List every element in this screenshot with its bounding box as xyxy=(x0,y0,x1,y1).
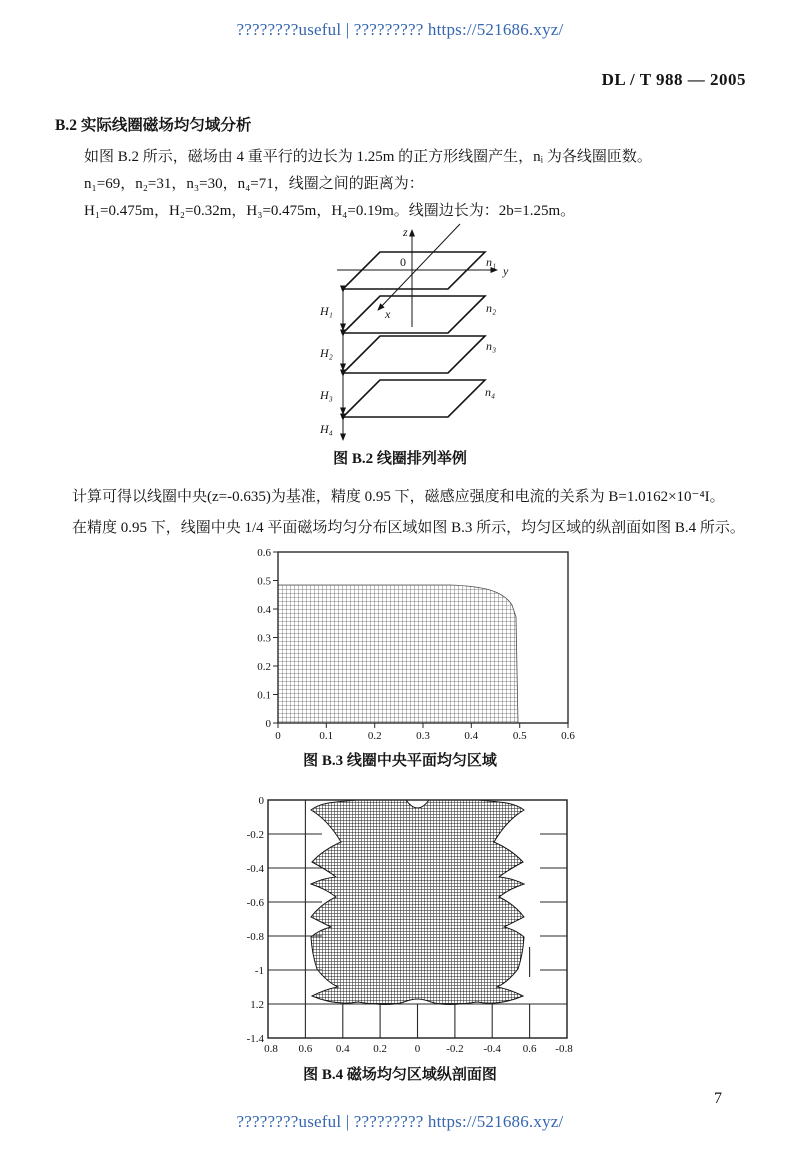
h2-label: H₂ xyxy=(320,346,333,360)
x-tick-label: -0.4 xyxy=(483,1043,501,1055)
x-tick-label: 0 xyxy=(414,1043,421,1055)
h4-label: H₄ xyxy=(320,422,333,436)
y-tick-label: -0.8 xyxy=(246,931,264,943)
watermark-bottom: ????????useful | ????????? https://521686.xyz/ xyxy=(236,1112,564,1131)
figure-b3-caption: 图 B.3 线圈中央平面均匀区域 xyxy=(303,753,497,769)
h3-label: H₃ xyxy=(320,388,333,402)
y-tick-label: 0.6 xyxy=(257,547,271,559)
coil-3-outline xyxy=(343,336,485,373)
watermark-top: ????????useful | ????????? https://521686.xyz/ xyxy=(236,20,564,39)
coil-2-outline xyxy=(343,296,485,333)
origin-label: 0 xyxy=(400,255,406,269)
y-tick-label: 0.4 xyxy=(257,604,271,616)
coil-3-turns-label: n₃ xyxy=(486,339,497,353)
x-tick-label: 0.2 xyxy=(373,1043,387,1055)
figure-b2-coil-diagram xyxy=(300,222,520,447)
x-tick-label: 0.2 xyxy=(367,730,382,742)
x-tick-label: 0.8 xyxy=(264,1043,278,1055)
y-tick-label: -1 xyxy=(254,965,264,977)
standard-code: DL / T 988 — 2005 xyxy=(601,70,746,89)
figure-b2-caption: 图 B.2 线圈排列举例 xyxy=(333,451,467,467)
y-tick-label: 0 xyxy=(258,795,264,807)
y-tick-label: 0.1 xyxy=(257,689,271,702)
h1-label: H₁ xyxy=(320,304,333,318)
y-tick-label: 0.2 xyxy=(257,661,271,673)
x-tick-label: 0.1 xyxy=(319,730,334,742)
x-tick-label: 0.6 xyxy=(522,1043,537,1055)
paragraph-1-line-2: n₁=69，n₂=31，n₃=30，n₄=71，线圈之间的距离为： xyxy=(84,176,424,192)
paragraph-2-line-1: 计算可得以线圈中央(z=-0.635)为基准，精度 0.95 下，磁感应强度和电流的关系为 B=1.0162×10⁻⁴I。 xyxy=(72,489,725,505)
x-axis-line xyxy=(378,224,460,310)
coil-1-turns-label: n₁ xyxy=(486,255,497,269)
y-axis-ticks xyxy=(273,552,278,723)
y-tick-label: -1.4 xyxy=(246,1033,264,1045)
paragraph-2 xyxy=(72,482,752,544)
x-tick-label: 0.4 xyxy=(335,1043,350,1055)
figure-b4-plot xyxy=(238,790,588,1058)
paragraph-1 xyxy=(84,144,748,225)
y-axis-label: y xyxy=(503,264,509,278)
x-tick-label: 0.3 xyxy=(416,730,430,742)
x-tick-label: 0.4 xyxy=(464,730,479,742)
z-axis-label: z xyxy=(403,225,408,239)
x-tick-label: -0.2 xyxy=(446,1043,464,1055)
y-tick-label: 0.3 xyxy=(257,632,271,645)
x-tick-label: -0.8 xyxy=(555,1043,573,1055)
uniform-region-hatched xyxy=(278,585,518,723)
y-tick-label: -0.2 xyxy=(246,829,264,841)
x-axis-ticks xyxy=(278,723,568,728)
y-tick-label: 0.5 xyxy=(257,575,271,588)
y-tick-label: 1.2 xyxy=(250,999,264,1011)
coil-2-turns-label: n₂ xyxy=(486,301,497,315)
figure-b3-plot xyxy=(238,545,588,745)
x-tick-label: 0 xyxy=(275,730,281,742)
section-heading: B.2 实际线圈磁场均匀域分析 xyxy=(55,117,252,134)
paragraph-1-line-1: 如图 B.2 所示，磁场由 4 重平行的边长为 1.25m 的正方形线圈产生，nᵢ 为各线圈匝数。 xyxy=(84,149,652,165)
figure-b4-caption: 图 B.4 磁场均匀区域纵剖面图 xyxy=(303,1067,497,1083)
coil-4-turns-label: n₄ xyxy=(485,385,496,399)
y-tick-label: -0.4 xyxy=(246,863,264,875)
uniform-region-section-hatched xyxy=(311,800,524,1005)
y-tick-label: -0.6 xyxy=(246,897,264,909)
x-tick-label: 0.6 xyxy=(298,1043,313,1055)
page-number: 7 xyxy=(714,1090,722,1107)
y-tick-label: 0 xyxy=(265,718,271,730)
x-axis-label: x xyxy=(385,307,391,321)
x-tick-label: 0.5 xyxy=(512,730,527,742)
coil-4-outline xyxy=(343,380,485,417)
paragraph-1-line-3: H₁=0.475m，H₂=0.32m，H₃=0.475m，H₄=0.19m。线圈边长为：2b=1.25m。 xyxy=(84,203,576,219)
x-tick-label: 0.6 xyxy=(561,730,575,742)
paragraph-2-line-2: 在精度 0.95 下，线圈中央 1/4 平面磁场均匀分布区域如图 B.3 所示，均匀区域的纵剖面如图 B.4 所示。 xyxy=(72,520,745,536)
